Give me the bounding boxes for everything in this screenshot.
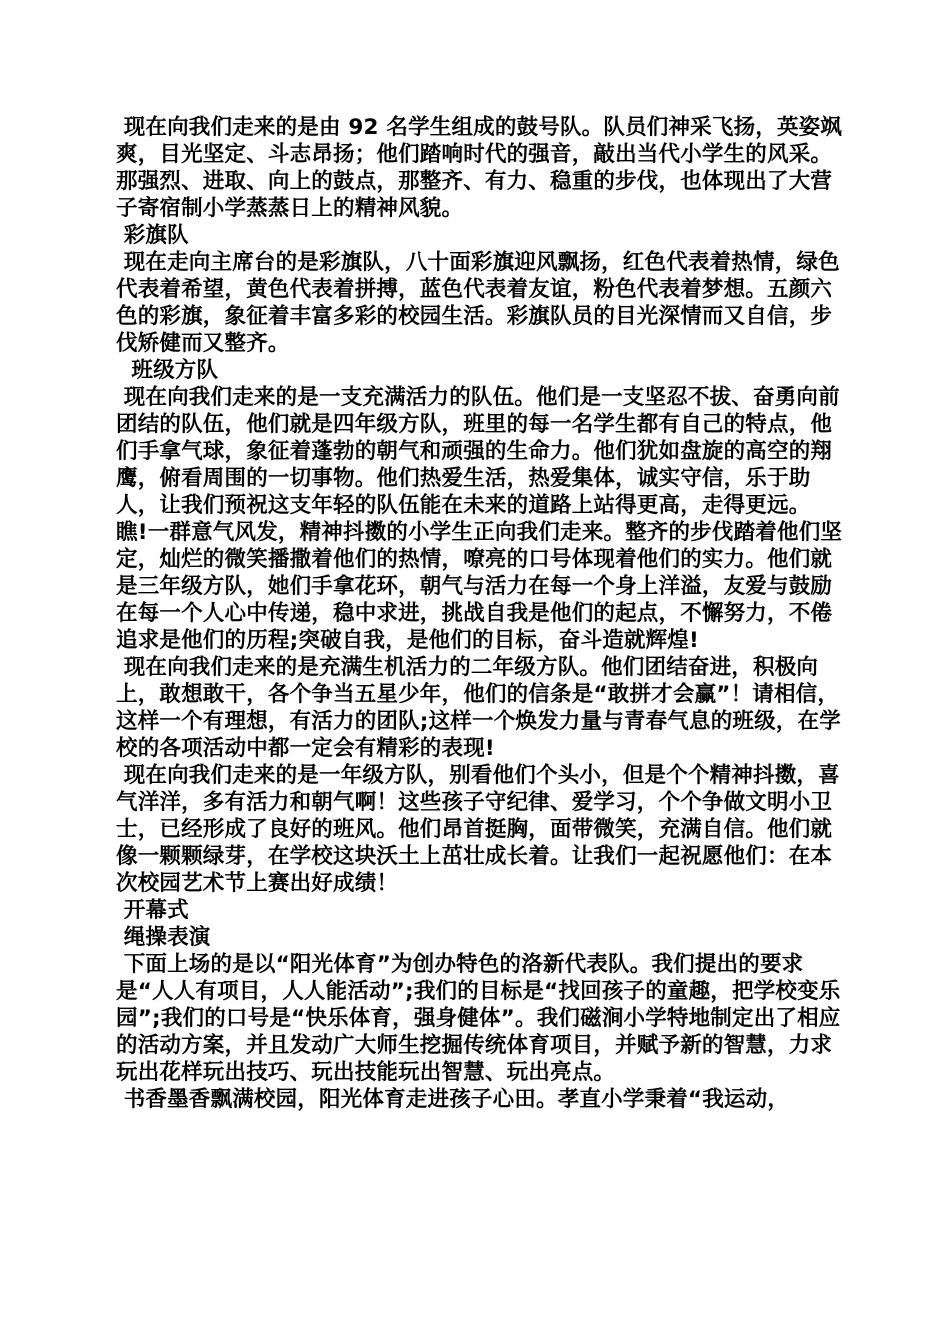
document-body [116,114,852,1113]
paragraph-flag-team: 现在走向主席台的是彩旗队，八十面彩旗迎风飘扬，红色代表着热情，绿色代表着希望，黄色代表着拼搏，蓝色代表着友谊，粉色代表着梦想。五颜六色的彩旗，象征着丰富多彩的校园生活。彩旗队员的目光深情而又自信，步伐矫健而又整齐。 [116,250,840,356]
paragraph-grade-two: 现在向我们走来的是充满生机活力的二年级方队。他们团结奋进，积极向上，敢想敢干，各个争当五星少年，他们的信条是“敢拼才会赢”！请相信，这样一个有理想，有活力的团队;这样一个焕发力量与青春气息的班级，在学校的各项活动中都一定会有精彩的表现! [116,655,841,761]
heading-opening-ceremony: 开幕式 [116,898,189,923]
heading-class-squads: 班级方队 [116,358,219,383]
paragraph-grade-one: 现在向我们走来的是一年级方队，别看他们个头小，但是个个精神抖擞，喜气洋洋，多有活力和朝气啊！这些孩子守纪律、爱学习，个个争做文明小卫士，已经形成了良好的班风。他们昂首挺胸，面带微笑，充满自信。他们就像一颗颗绿芽，在学校这块沃土上茁壮成长着。让我们一起祝愿他们：在本次校园艺术节上赛出好成绩！ [116,763,840,896]
heading-rope-performance: 绳操表演 [116,925,211,950]
paragraph-book-fragrance: 书香墨香飘满校园，阳光体育走进孩子心田。孝直小学秉着“我运动， [116,1087,790,1112]
paragraph-grade-four: 现在向我们走来的是一支充满活力的队伍。他们是一支坚忍不拔、奋勇向前团结的队伍，他们就是四年级方队，班里的每一名学生都有自己的特点，他们手拿气球，象征着蓬勃的朝气和顽强的生命力。他们犹如盘旋的高空的翔鹰，俯看周围的一切事物。他们热爱生活，热爱集体，诚实守信，乐于助人，让我们预祝这支年轻的队伍能在未来的道路上站得更高，走得更远。 [116,385,840,518]
heading-flag-team: 彩旗队 [116,223,189,248]
paragraph-sunshine-sports: 下面上场的是以“阳光体育”为创办特色的洛新代表队。我们提出的要求是“人人有项目，人人能活动”;我们的目标是“找回孩子的童趣，把学校变乐园”;我们的口号是“快乐体育，强身健体”。我们磁涧小学特地制定出了相应的活动方案，并且发动广大师生挖掘传统体育项目，并赋予新的智慧，力求玩出花样玩出技巧、玩出技能玩出智慧、玩出亮点。 [116,952,841,1085]
paragraph-drum-band: 现在向我们走来的是由 92 名学生组成的鼓号队。队员们神采飞扬，英姿飒爽，目光坚定、斗志昂扬；他们踏响时代的强音，敲出当代小学生的风采。那强烈、进取、向上的鼓点，那整齐、有力、稳重的步伐，也体现出了大营子寄宿制小学蒸蒸日上的精神风貌。 [116,115,843,221]
paragraph-grade-three: 瞧!一群意气风发，精神抖擞的小学生正向我们走来。整齐的步伐踏着他们坚定，灿烂的微笑播撒着他们的热情，嘹亮的口号体现着他们的实力。他们就是三年级方队，她们手拿花环，朝气与活力在每一个身上洋溢，友爱与鼓励在每一个人心中传递，稳中求进，挑战自我是他们的起点，不懈努力，不倦追求是他们的历程;突破自我，是他们的目标，奋斗造就辉煌! [116,520,843,653]
